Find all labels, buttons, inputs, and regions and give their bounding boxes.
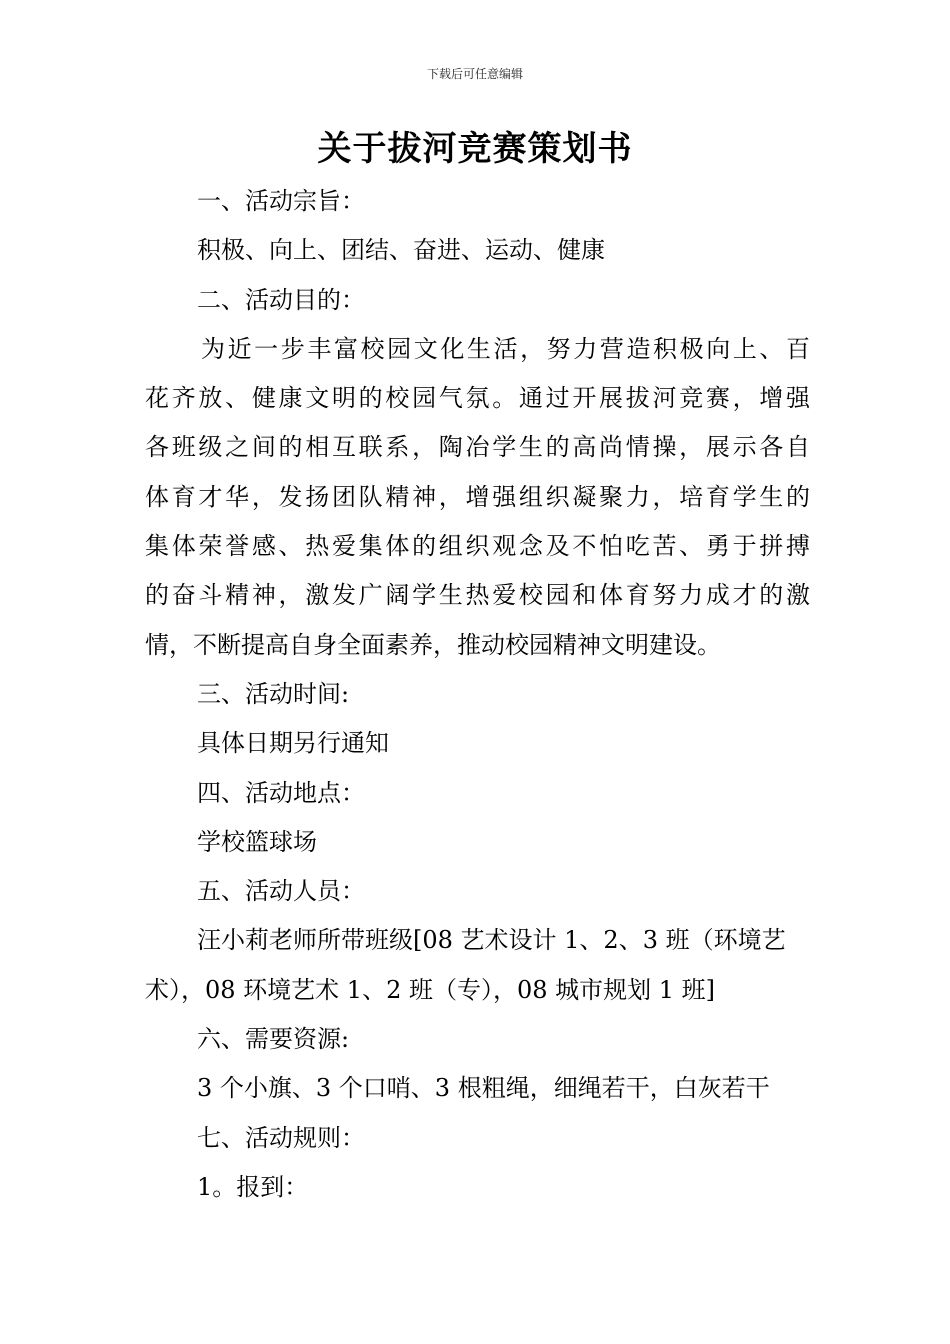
section-heading-resources: 六、需要资源: bbox=[197, 1025, 350, 1054]
goal-paragraph-line: 为近一步丰富校园文化生活，努力营造积极向上、百 bbox=[201, 334, 810, 363]
goal-paragraph-line: 的奋斗精神，激发广阔学生热爱校园和体育努力成才的激 bbox=[145, 581, 810, 610]
participants-line: 术），08 环境艺术 1、2 班（专），08 城市规划 1 班] bbox=[145, 975, 716, 1004]
section-heading-location: 四、活动地点： bbox=[197, 778, 365, 807]
section-heading-rules: 七、活动规则： bbox=[197, 1123, 365, 1152]
goal-paragraph-line: 各班级之间的相互联系，陶冶学生的高尚情操，展示各自 bbox=[145, 433, 810, 462]
document-body bbox=[145, 177, 810, 1212]
goal-paragraph-line: 体育才华，发扬团队精神，增强组织凝聚力，培育学生的 bbox=[145, 482, 810, 511]
participants-line: 汪小莉老师所带班级[08 艺术设计 1、2、3 班（环境艺 bbox=[197, 926, 786, 955]
goal-paragraph-line: 花齐放、健康文明的校园气氛。通过开展拔河竞赛，增强 bbox=[145, 384, 810, 413]
section-heading-goal: 二、活动目的： bbox=[197, 285, 365, 314]
section-text-purpose: 积极、向上、团结、奋进、运动、健康 bbox=[197, 236, 605, 265]
goal-paragraph-line: 集体荣誉感、热爱集体的组织观念及不怕吃苦、勇于拼搏 bbox=[145, 532, 810, 561]
rules-item-checkin: 1。报到： bbox=[197, 1172, 309, 1201]
section-text-time: 具体日期另行通知 bbox=[197, 729, 389, 758]
header-note: 下载后可任意编辑 bbox=[426, 67, 523, 81]
section-text-resources: 3 个小旗、3 个口哨、3 根粗绳，细绳若干，白灰若干 bbox=[197, 1074, 770, 1103]
section-text-location: 学校篮球场 bbox=[197, 827, 317, 856]
section-heading-purpose: 一、活动宗旨： bbox=[197, 187, 365, 215]
section-heading-time: 三、活动时间: bbox=[197, 679, 350, 708]
goal-paragraph-line: 情，不断提高自身全面素养，推动校园精神文明建设。 bbox=[145, 630, 721, 659]
document-title: 关于拔河竞赛策划书 bbox=[317, 129, 633, 169]
section-heading-participants: 五、活动人员： bbox=[197, 877, 365, 906]
